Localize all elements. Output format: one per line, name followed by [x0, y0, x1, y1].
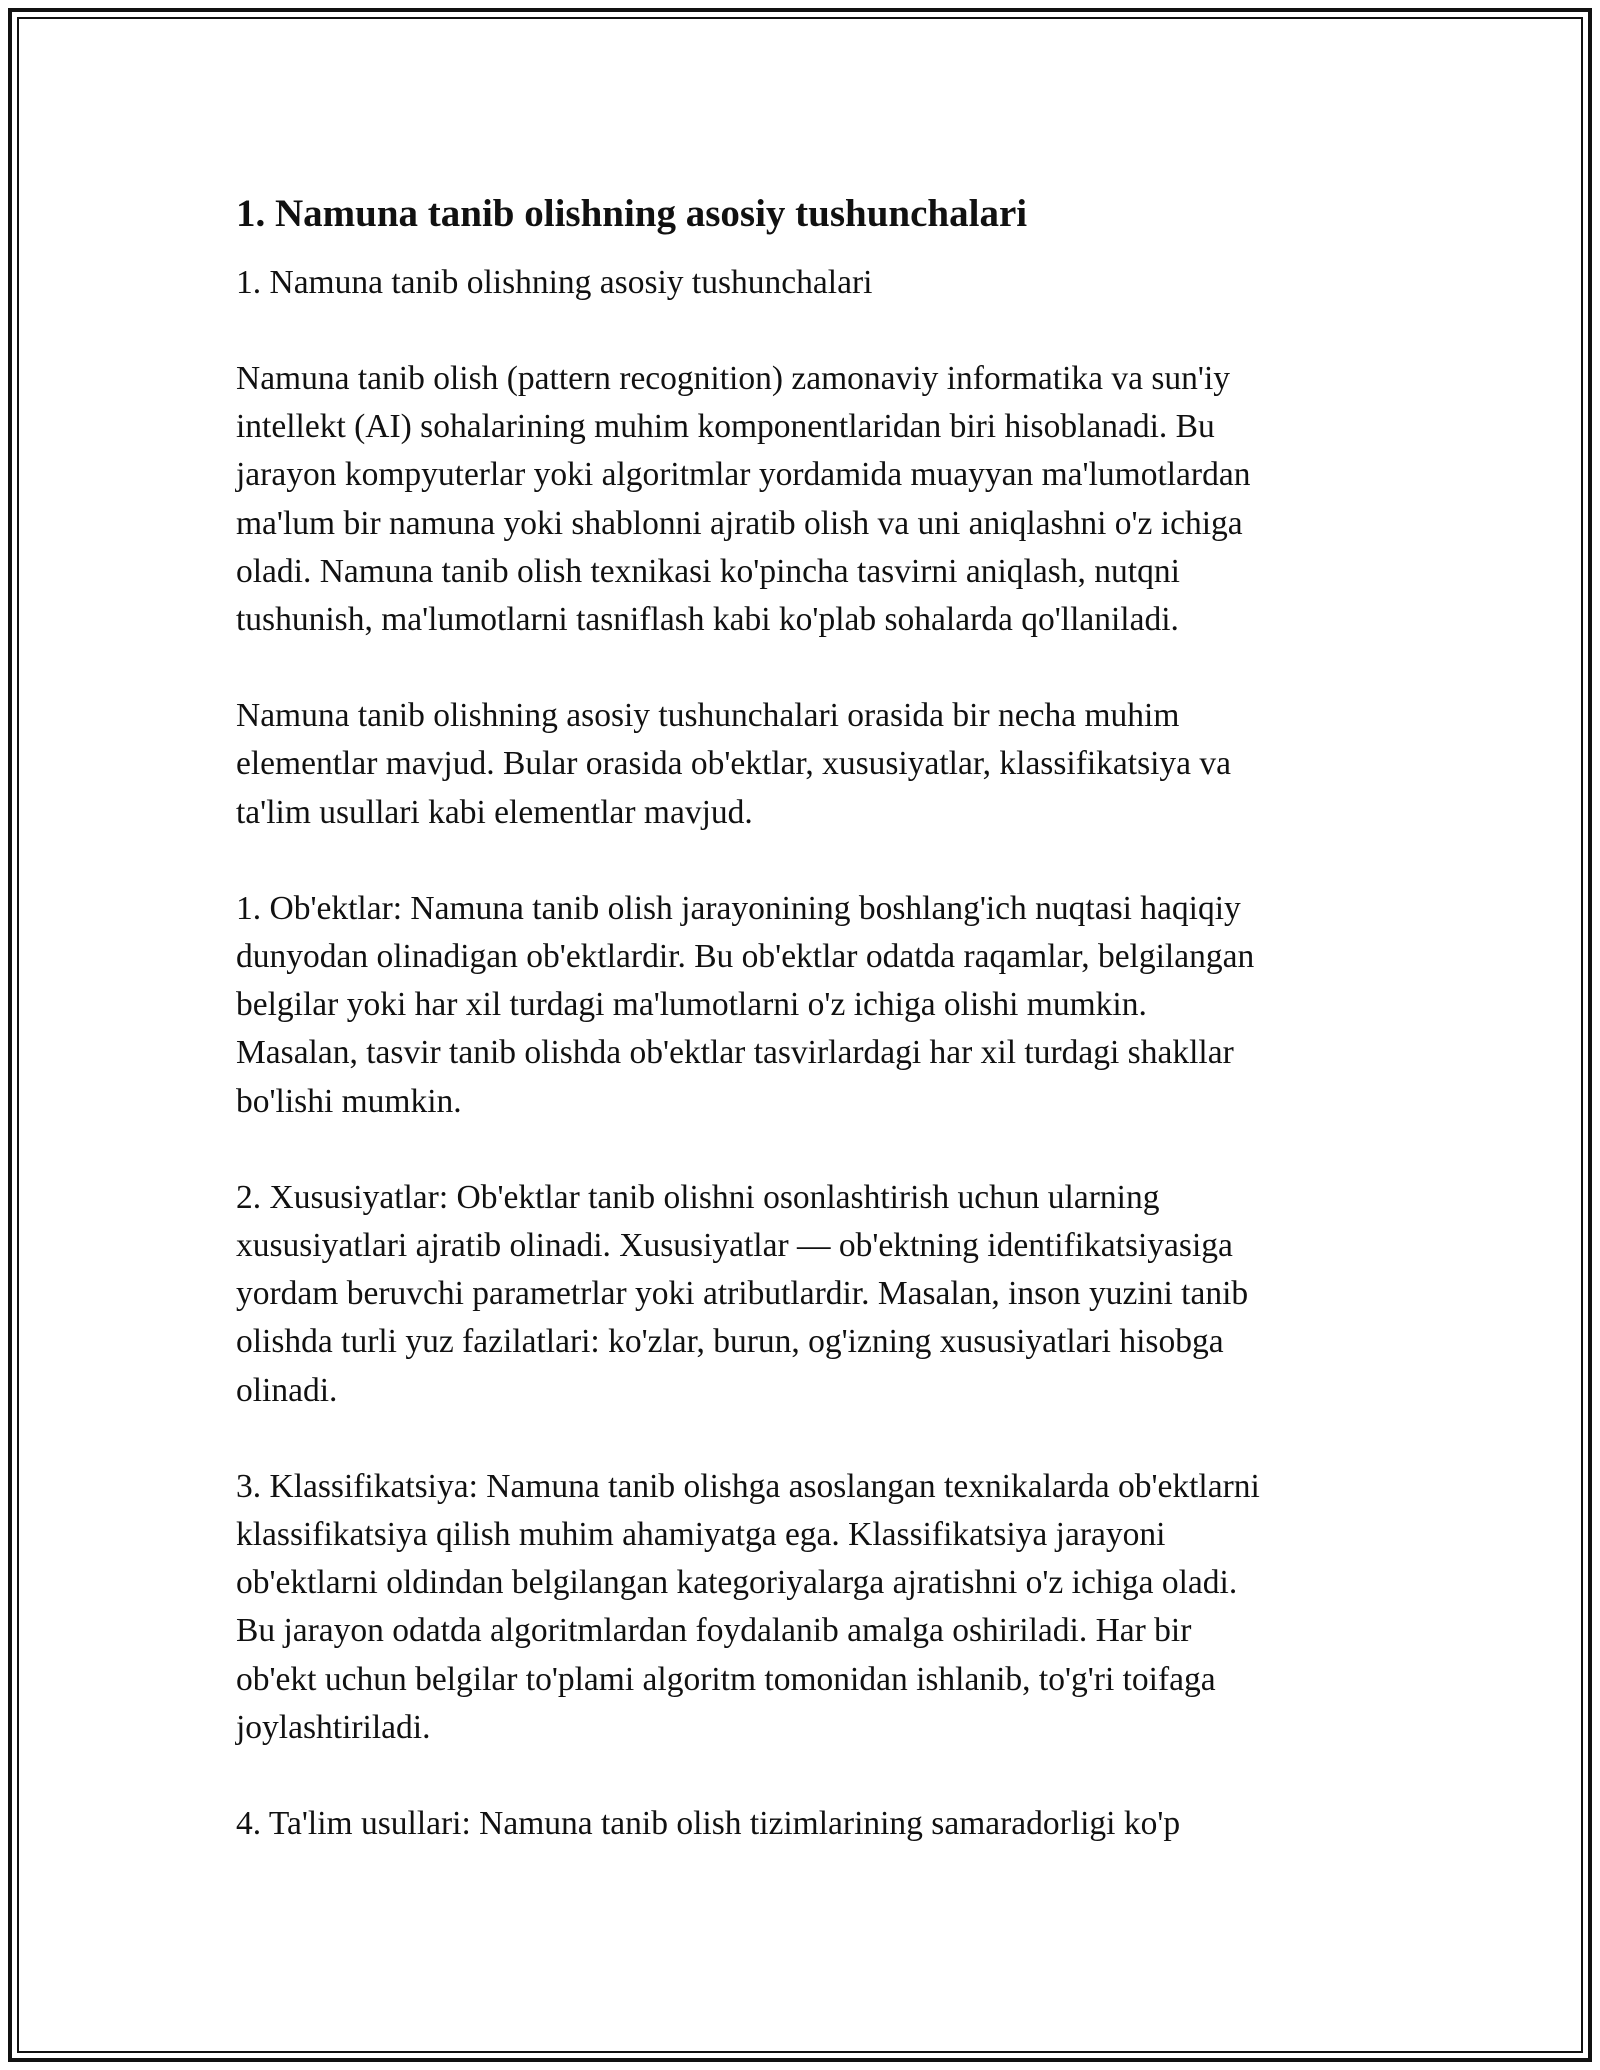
- document-body: [236, 188, 1376, 1848]
- paragraph-learning-methods: [236, 1800, 1376, 1848]
- paragraph-line: bo'lishi mumkin.: [236, 1082, 462, 1120]
- paragraph-line: Namuna tanib olish (pattern recognition) zamonaviy informatika va sun'iy: [236, 360, 1231, 397]
- paragraph-line: olinadi.: [236, 1371, 338, 1409]
- section-heading: 1. Namuna tanib olishning asosiy tushunchalari: [236, 264, 873, 301]
- paragraph-line: 3. Klassifikatsiya: Namuna tanib olishga asoslangan texnikalarda ob'ektlarni: [236, 1467, 1260, 1505]
- paragraph-line: oladi. Namuna tanib olish texnikasi ko'pincha tasvirni aniqlash, nutqni: [236, 552, 1180, 590]
- paragraph-line: tushunish, ma'lumotlarni tasniflash kabi ko'plab sohalarda qo'llaniladi.: [236, 601, 1179, 639]
- paragraph-line: elementlar mavjud. Bular orasida ob'ektlar, xususiyatlar, klassifikatsiya va: [236, 745, 1232, 783]
- paragraph-features: [236, 1174, 1376, 1415]
- paragraph-line: 2. Xususiyatlar: Ob'ektlar tanib olishni osonlashtirish uchun ularning: [236, 1178, 1160, 1216]
- paragraph-line: joylashtiriladi.: [236, 1708, 431, 1746]
- paragraph-line: 1. Ob'ektlar: Namuna tanib olish jarayonining boshlang'ich nuqtasi haqiqiy: [236, 889, 1241, 927]
- paragraph-elements: [236, 692, 1376, 837]
- paragraph-line: jarayon kompyuterlar yoki algoritmlar yordamida muayyan ma'lumotlardan: [236, 456, 1251, 494]
- document-title: 1. Namuna tanib olishning asosiy tushunchalari: [236, 192, 1028, 235]
- paragraph-line: klassifikatsiya qilish muhim ahamiyatga ega. Klassifikatsiya jarayoni: [236, 1516, 1166, 1554]
- paragraph-line: dunyodan olinadigan ob'ektlardir. Bu ob'ektlar odatda raqamlar, belgilangan: [236, 938, 1255, 976]
- paragraph-line: ob'ektlarni oldindan belgilangan kategoriyalarga ajratishni o'z ichiga oladi.: [236, 1564, 1238, 1602]
- paragraph-line: Masalan, tasvir tanib olishda ob'ektlar tasvirlardagi har xil turdagi shakllar: [236, 1034, 1234, 1072]
- paragraph-line: olishda turli yuz fazilatlari: ko'zlar, burun, og'izning xususiyatlari hisobga: [236, 1323, 1224, 1361]
- paragraph-line: intellekt (AI) sohalarining muhim komponentlaridan biri hisoblanadi. Bu: [236, 408, 1215, 446]
- paragraph-objects: [236, 885, 1376, 1126]
- paragraph-line: yordam beruvchi parametrlar yoki atributlardir. Masalan, inson yuzini tanib: [236, 1275, 1249, 1313]
- paragraph-line: ta'lim usullari kabi elementlar mavjud.: [236, 793, 753, 831]
- paragraph-line: belgilar yoki har xil turdagi ma'lumotlarni o'z ichiga olishi mumkin.: [236, 986, 1147, 1024]
- paragraph-line: Namuna tanib olishning asosiy tushunchalari orasida bir necha muhim: [236, 697, 1180, 735]
- paragraph-line: 4. Ta'lim usullari: Namuna tanib olish tizimlarining samaradorligi ko'p: [236, 1805, 1181, 1843]
- paragraph-intro: [236, 355, 1376, 644]
- paragraph-classification: [236, 1463, 1376, 1752]
- paragraph-line: ma'lum bir namuna yoki shablonni ajratib olish va uni aniqlashni o'z ichiga: [236, 504, 1243, 542]
- paragraph-line: xususiyatlari ajratib olinadi. Xususiyatlar — ob'ektning identifikatsiyasiga: [236, 1227, 1233, 1265]
- paragraph-line: ob'ekt uchun belgilar to'plami algoritm tomonidan ishlanib, to'g'ri toifaga: [236, 1660, 1216, 1698]
- paragraph-line: Bu jarayon odatda algoritmlardan foydalanib amalga oshiriladi. Har bir: [236, 1612, 1192, 1650]
